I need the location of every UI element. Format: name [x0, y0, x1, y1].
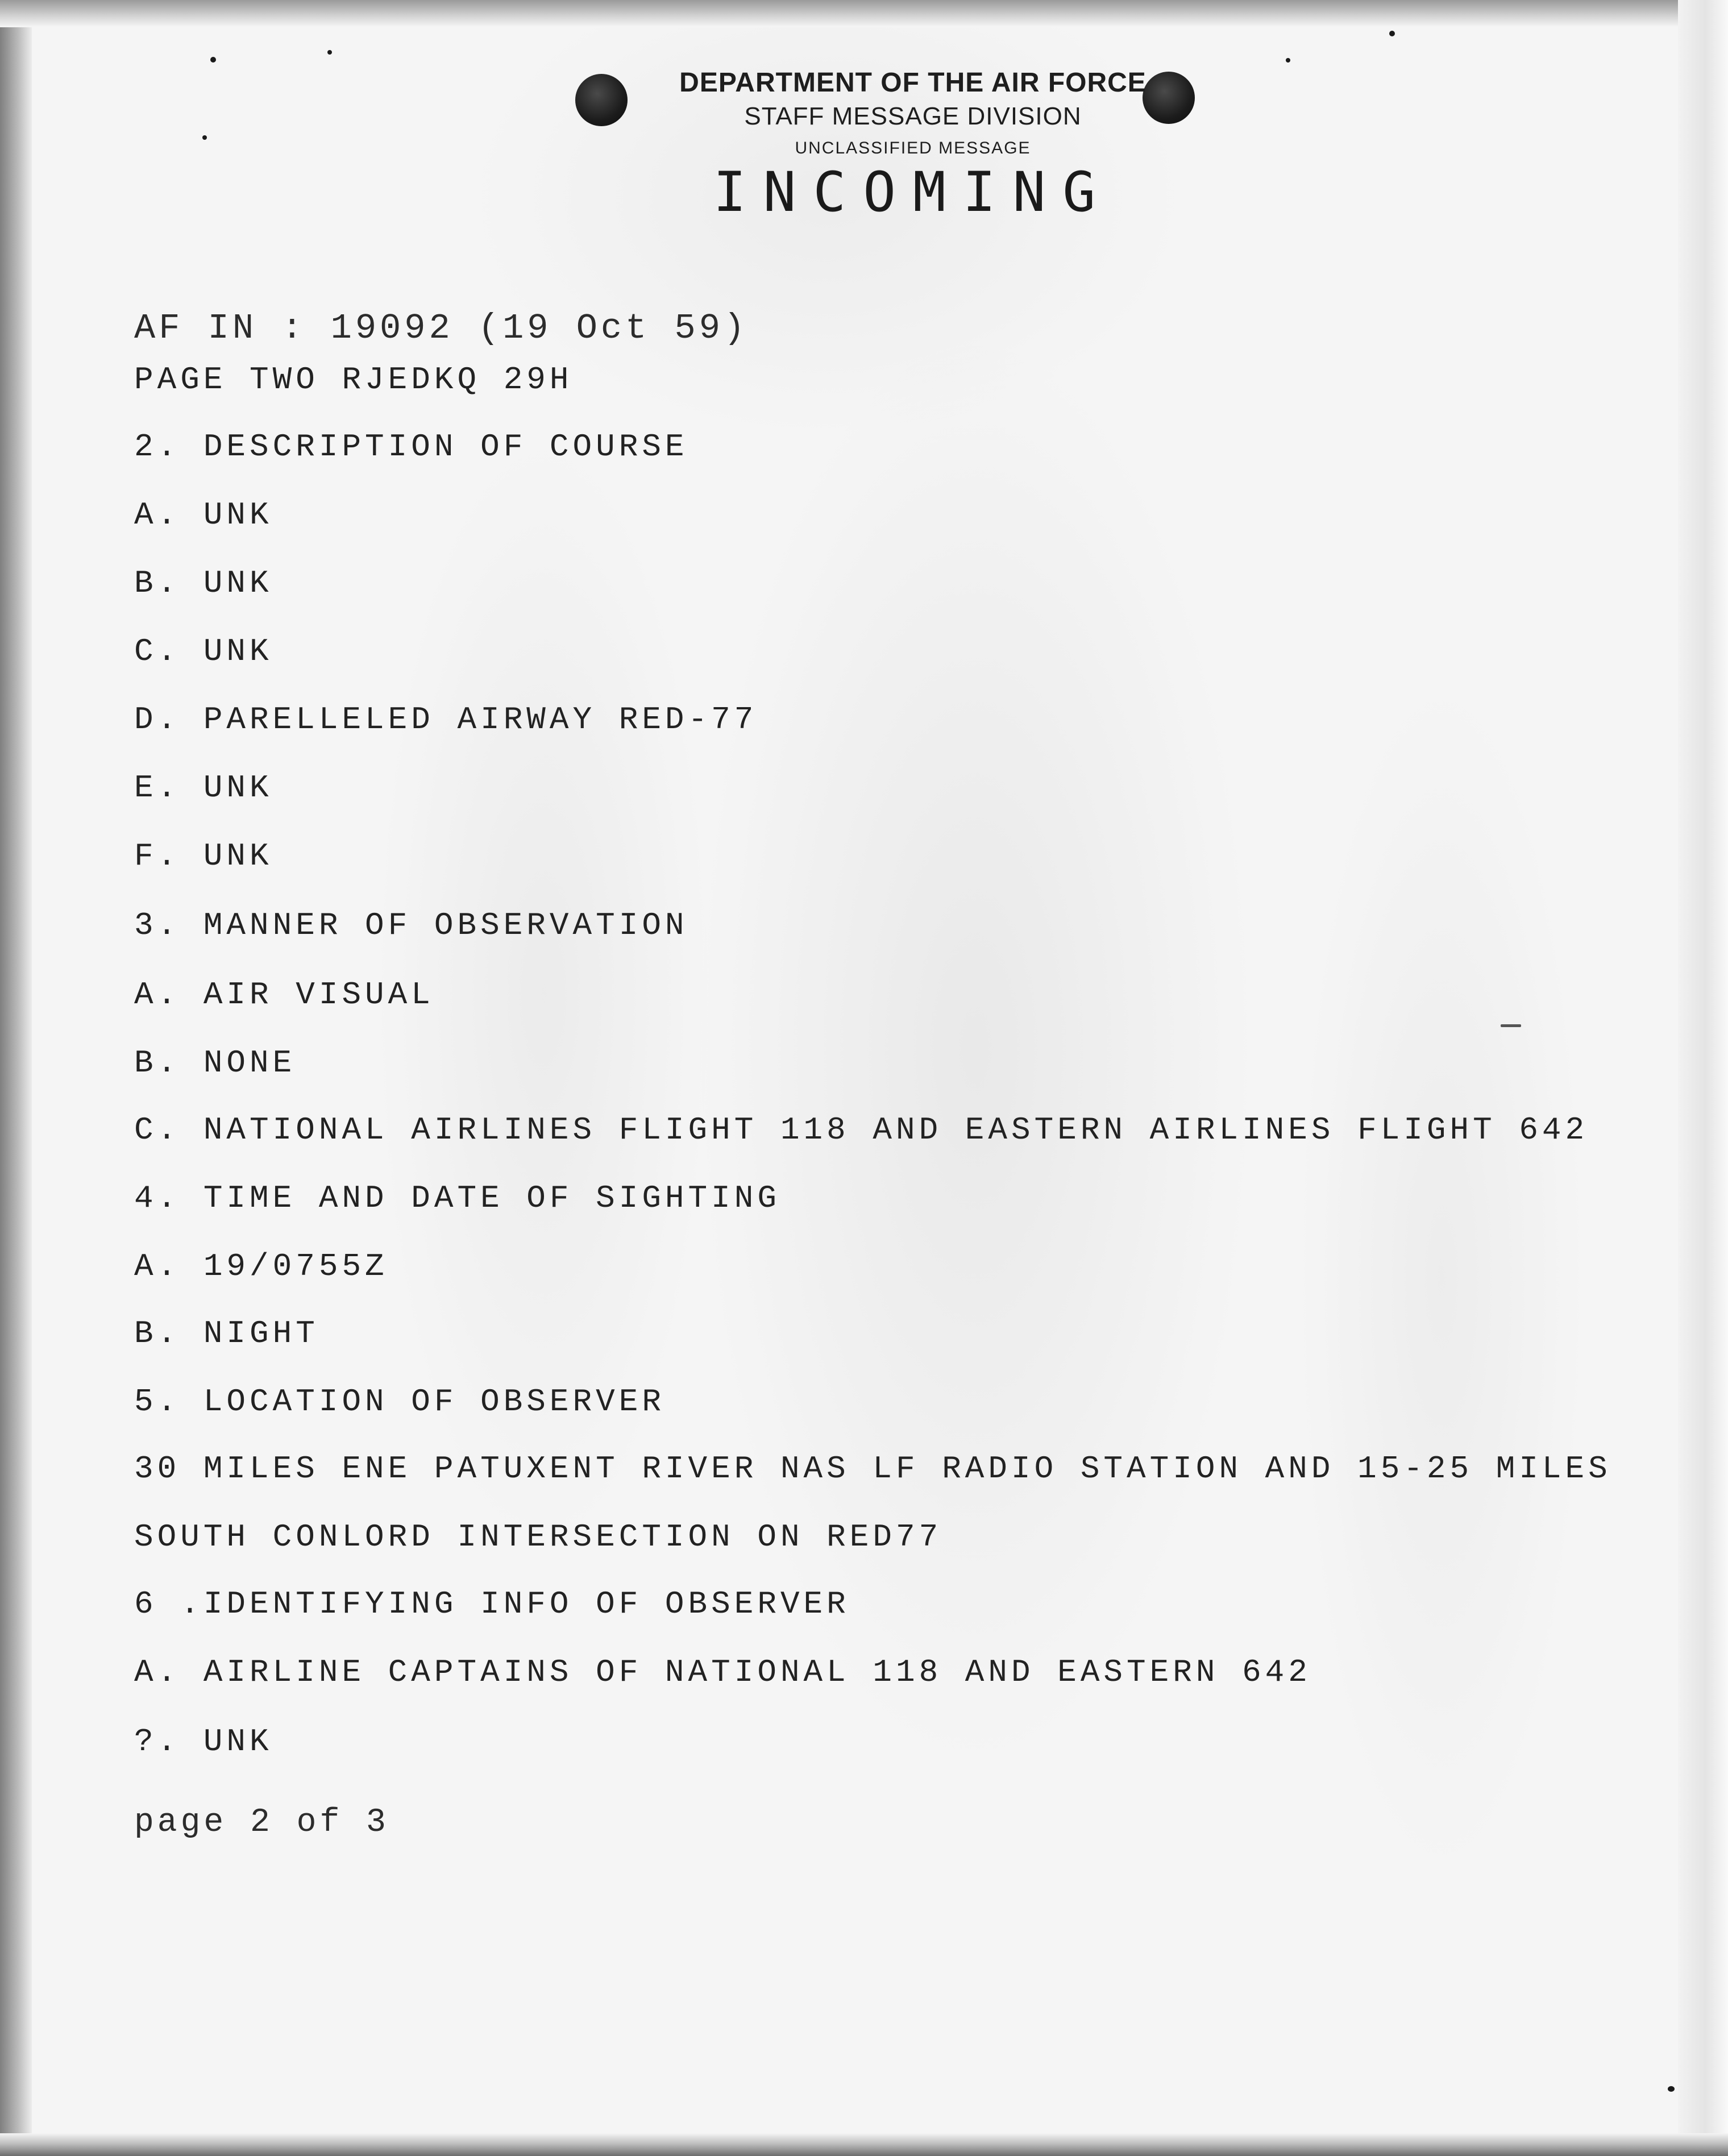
classification-label: UNCLASSIFIED MESSAGE: [795, 139, 1031, 157]
message-line: ?. UNK: [134, 1723, 273, 1760]
scan-speck: [1501, 1024, 1521, 1027]
message-line: 6 .IDENTIFYING INFO OF OBSERVER: [134, 1586, 850, 1622]
message-header: [600, 64, 1226, 234]
scan-speck: [1389, 31, 1395, 36]
message-line: B. UNK: [134, 565, 273, 601]
message-line: A. AIR VISUAL: [134, 977, 434, 1013]
scan-right-edge: [1678, 0, 1728, 2156]
message-line: C. NATIONAL AIRLINES FLIGHT 118 AND EASTERN AIRLINES FLIGHT 642: [134, 1112, 1589, 1148]
message-line: F. UNK: [134, 838, 273, 874]
message-line: 3. MANNER OF OBSERVATION: [134, 907, 688, 944]
scan-speck: [1668, 2086, 1675, 2092]
message-line: C. UNK: [134, 633, 273, 670]
message-line: D. PARELLELED AIRWAY RED-77: [134, 701, 758, 738]
message-line: B. NONE: [134, 1045, 296, 1081]
message-line: 4. TIME AND DATE OF SIGHTING: [134, 1180, 780, 1216]
message-line: SOUTH CONLORD INTERSECTION ON RED77: [134, 1519, 942, 1555]
scan-speck: [327, 50, 332, 55]
scan-bottom-edge: [0, 2133, 1728, 2156]
message-direction-label: INCOMING: [713, 160, 1113, 224]
message-line: PAGE TWO RJEDKQ 29H: [134, 362, 573, 398]
scan-speck: [1286, 58, 1290, 63]
message-reference: AF IN : 19092 (19 Oct 59): [134, 308, 749, 348]
message-line: 5. LOCATION OF OBSERVER: [134, 1384, 665, 1420]
scan-left-edge: [0, 0, 32, 2156]
scan-speck: [210, 57, 216, 63]
message-line: A. 19/0755Z: [134, 1248, 388, 1285]
message-line: 2. DESCRIPTION OF COURSE: [134, 429, 688, 465]
message-line: E. UNK: [134, 770, 273, 806]
message-line: A. AIRLINE CAPTAINS OF NATIONAL 118 AND EASTERN 642: [134, 1654, 1311, 1690]
page-indicator: page 2 of 3: [134, 1804, 389, 1841]
message-line: 30 MILES ENE PATUXENT RIVER NAS LF RADIO STATION AND 15-25 MILES: [134, 1451, 1611, 1487]
department-title: DEPARTMENT OF THE AIR FORCE: [679, 68, 1147, 98]
paper-sheet: [32, 27, 1678, 2133]
message-line: A. UNK: [134, 497, 273, 533]
message-line: B. NIGHT: [134, 1315, 319, 1352]
scan-top-edge: [0, 0, 1728, 27]
division-title: STAFF MESSAGE DIVISION: [744, 102, 1082, 130]
scan-speck: [202, 135, 207, 140]
